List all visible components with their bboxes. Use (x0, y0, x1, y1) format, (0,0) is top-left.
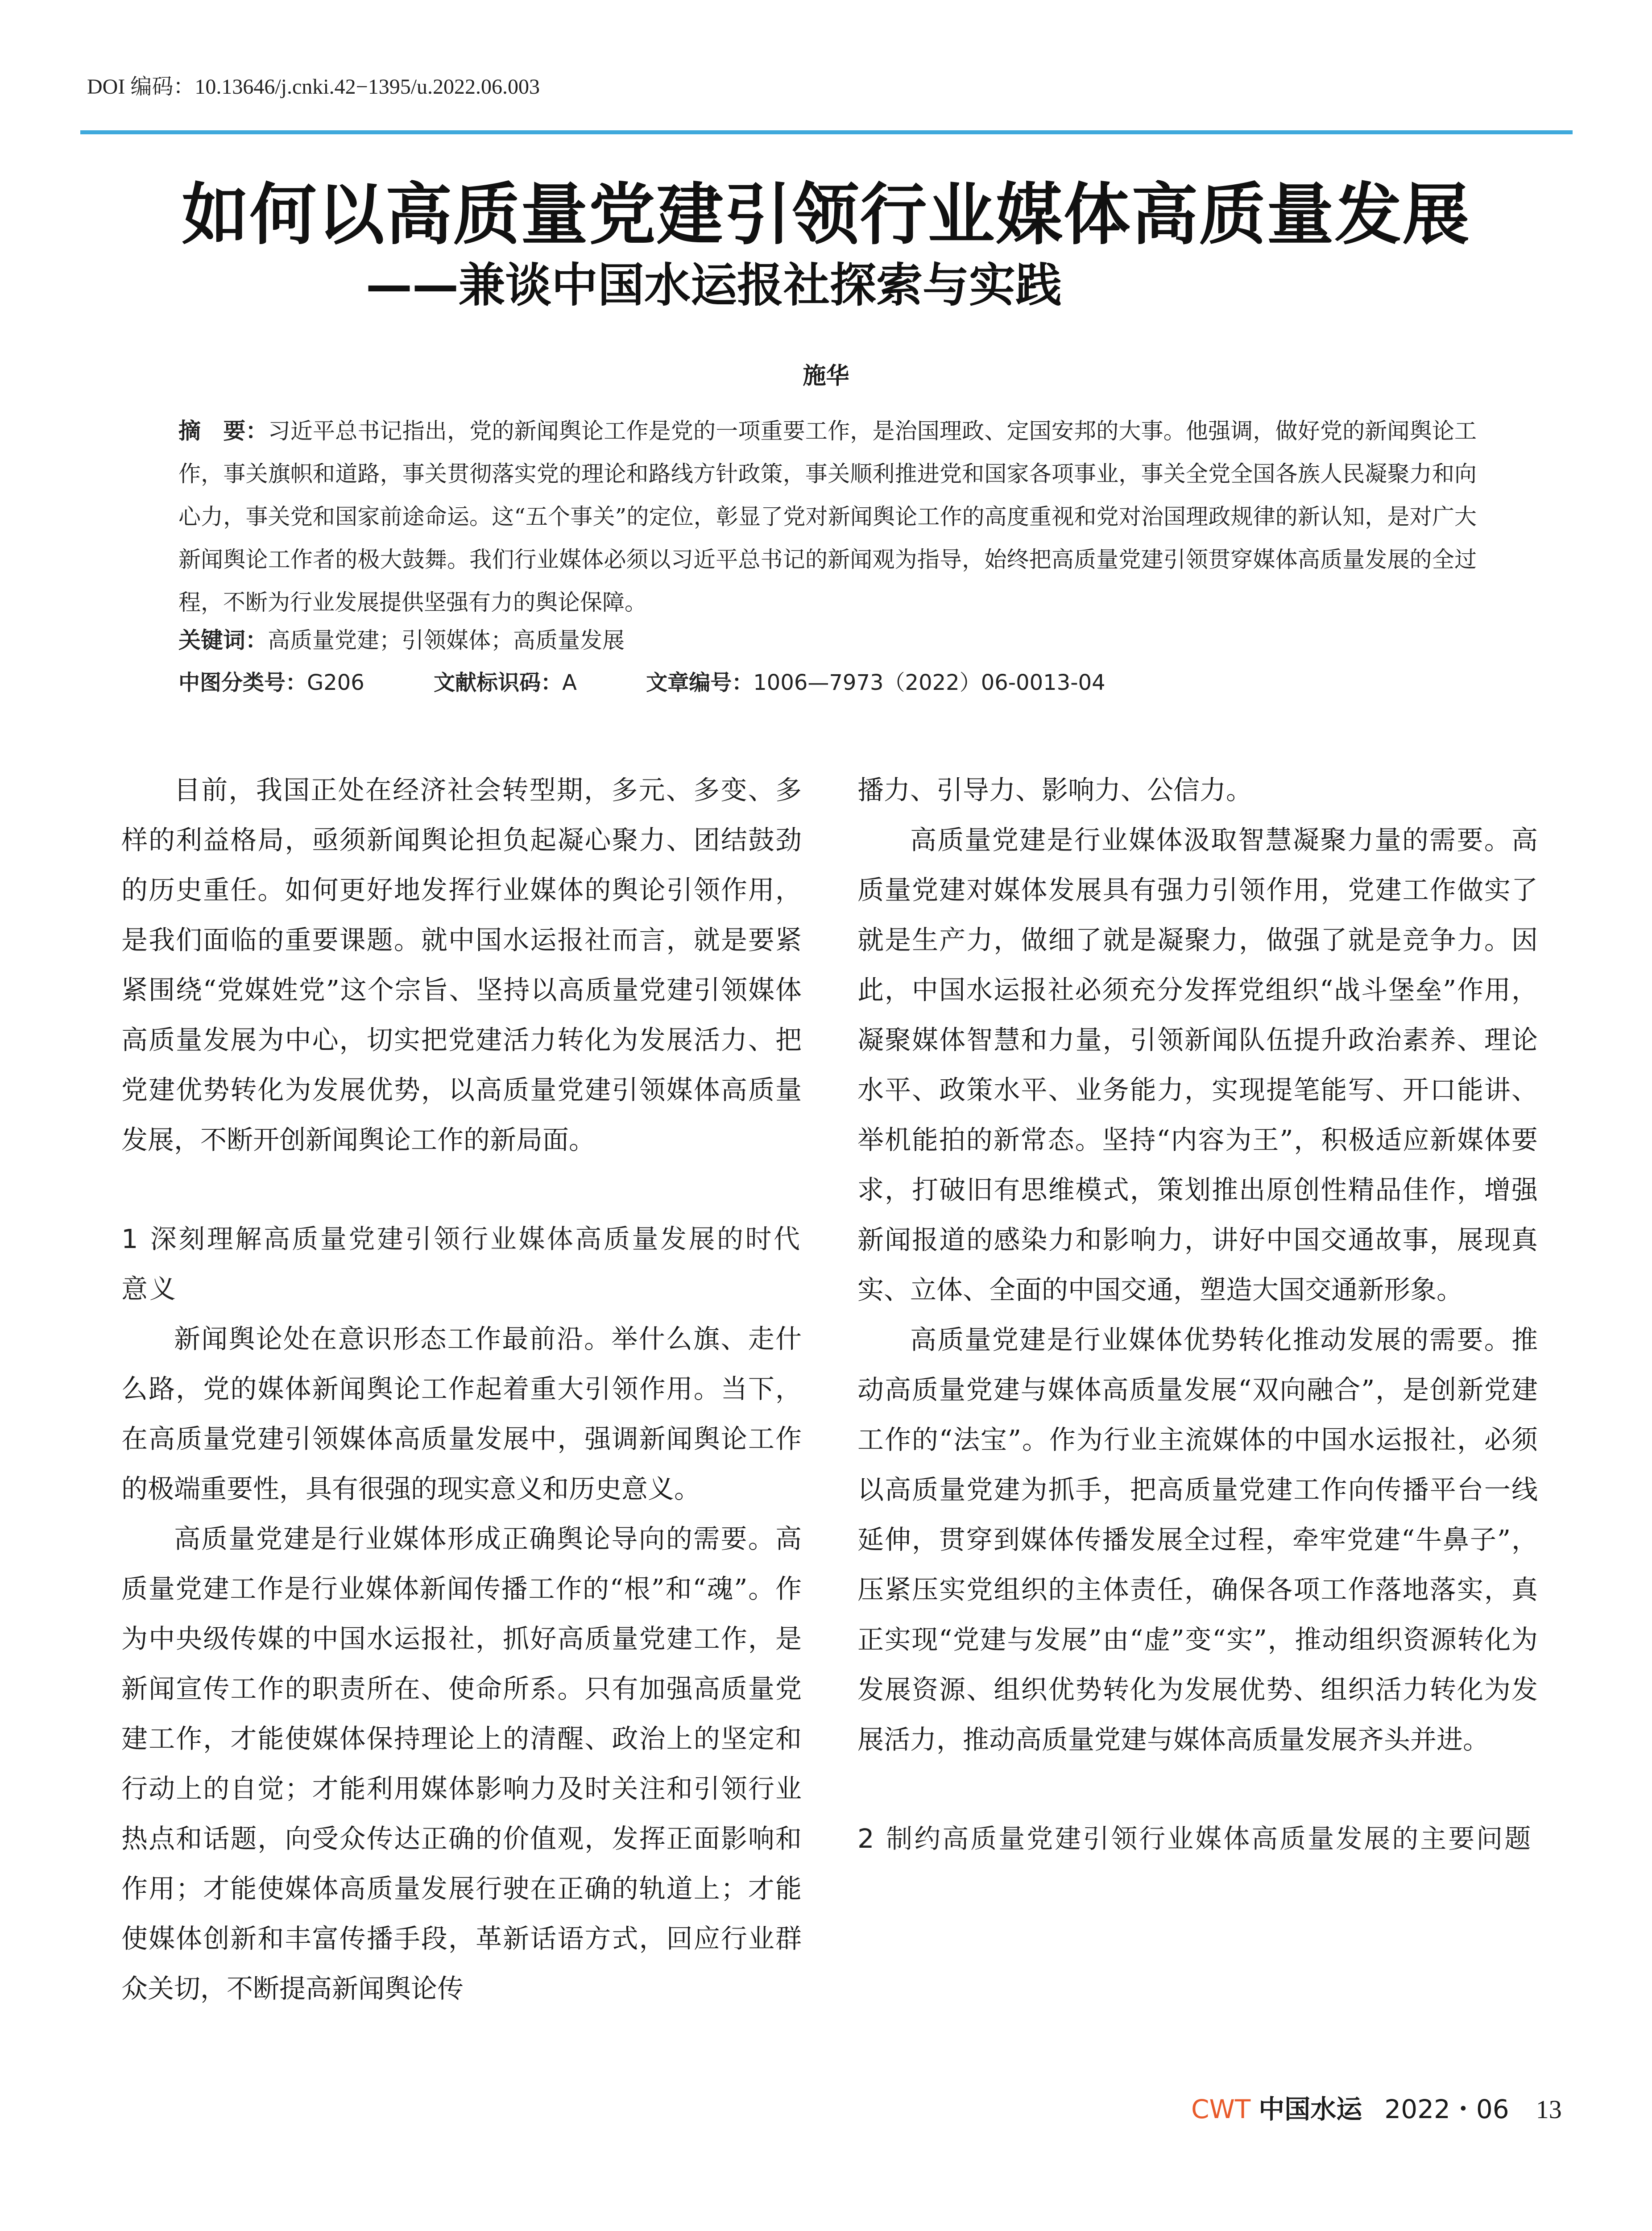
section-1-heading: 1 深刻理解高质量党建引领行业媒体高质量发展的时代意义 (121, 1223, 802, 1304)
article-subtitle: ——兼谈中国水运报社探索与实践 (366, 258, 1062, 312)
body-column-left (121, 765, 802, 2014)
author-name: 施华 (803, 363, 849, 390)
body-column-right (857, 765, 1538, 1864)
abstract-label: 摘 要： (178, 418, 268, 444)
journal-name: 中国水运 (1259, 2094, 1362, 2124)
page-footer (1191, 2088, 1562, 2126)
keywords-label: 关键词： (178, 627, 268, 653)
abstract-text: 习近平总书记指出，党的新闻舆论工作是党的一项重要工作，是治国理政、定国安邦的大事。他强调，做好党的新闻舆论工作，事关旗帜和道路，事关贯彻落实党的理论和路线方针政策，事关顺利推进党和国家各项事业，事关全党全国各族人民凝聚力和向心力，事关党和国家前途命运。这“五个事关”的定位，彰显了党对新闻舆论工作的高度重视和党对治国理政规律的新认知，是对广大新闻舆论工作者的极大鼓舞。我们行业媒体必须以习近平总书记的新闻观为指导，始终把高质量党建引领贯穿媒体高质量发展的全过程，不断为行业发展提供坚强有力的舆论保障。 (178, 418, 1477, 615)
keywords-text: 高质量党建；引领媒体；高质量发展 (268, 627, 625, 653)
article-number-value: 1006—7973（2022）06-0013-04 (753, 670, 1105, 695)
section-1-paragraph-2: 高质量党建是行业媒体形成正确舆论导向的需要。高质量党建工作是行业媒体新闻传播工作的“根”和“魂”。作为中央级传媒的中国水运报社，抓好高质量党建工作，是新闻宣传工作的职责所在、使命所系。只有加强高质量党建工作，才能使媒体保持理论上的清醒、政治上的坚定和行动上的自觉；才能利用媒体影响力及时关注和引领行业热点和话题，向受众传达正确的价值观，发挥正面影响和作用；才能使媒体高质量发展行驶在正确的轨道上；才能使媒体创新和丰富传播手段，革新话语方式，回应行业群众关切，不断提高新闻舆论传 (121, 1523, 802, 2004)
clc-value: G206 (307, 670, 364, 695)
header-divider (80, 130, 1573, 134)
doc-code (434, 670, 577, 695)
intro-paragraph: 目前，我国正处在经济社会转型期，多元、多变、多样的利益格局，亟须新闻舆论担负起凝心聚力、团结鼓劲的历史重任。如何更好地发挥行业媒体的舆论引领作用，是我们面临的重要课题。就中国水运报社而言，就是要紧紧围绕“党媒姓党”这个宗旨、坚持以高质量党建引领媒体高质量发展为中心，切实把党建活力转化为发展活力、把党建优势转化为发展优势，以高质量党建引领媒体高质量发展，不断开创新闻舆论工作的新局面。 (121, 775, 802, 1155)
clc-label: 中图分类号： (178, 670, 307, 695)
doc-label: 文献标识码： (434, 670, 563, 695)
journal-brand: CWT (1191, 2094, 1251, 2124)
section-1-paragraph-4: 高质量党建是行业媒体优势转化推动发展的需要。推动高质量党建与媒体高质量发展“双向融合”，是创新党建工作的“法宝”。作为行业主流媒体的中国水运报社，必须以高质量党建为抓手，把高质量党建工作向传播平台一线延伸，贯穿到媒体传播发展全过程，牵牢党建“牛鼻子”，压紧压实党组织的主体责任，确保各项工作落地落实，真正实现“党建与发展”由“虚”变“实”，推动组织资源转化为发展资源、组织优势转化为发展优势、组织活力转化为发展活力，推动高质量党建与媒体高质量发展齐头并进。 (857, 1324, 1538, 1755)
doc-value: A (562, 670, 577, 695)
article-number (646, 670, 1105, 695)
section-2-heading: 2 制约高质量党建引领行业媒体高质量发展的主要问题 (857, 1823, 1533, 1854)
article-title: 如何以高质量党建引领行业媒体高质量发展 (182, 175, 1470, 254)
section-1-paragraph-2-continued: 播力、引导力、影响力、公信力。 (857, 775, 1253, 805)
section-1-paragraph-1: 新闻舆论处在意识形态工作最前沿。举什么旗、走什么路，党的媒体新闻舆论工作起着重大引领作用。当下，在高质量党建引领媒体高质量发展中，强调新闻舆论工作的极端重要性，具有很强的现实意义和历史意义。 (121, 1323, 802, 1504)
section-1-paragraph-3: 高质量党建是行业媒体汲取智慧凝聚力量的需要。高质量党建对媒体发展具有强力引领作用，党建工作做实了就是生产力，做细了就是凝聚力，做强了就是竞争力。因此，中国水运报社必须充分发挥党组织“战斗堡垒”作用，凝聚媒体智慧和力量，引领新闻队伍提升政治素养、理论水平、政策水平、业务能力，实现提笔能写、开口能讲、举机能拍的新常态。坚持“内容为王”，积极适应新媒体要求，打破旧有思维模式，策划推出原创性精品佳作，增强新闻报道的感染力和影响力，讲好中国交通故事，展现真实、立体、全面的中国交通，塑造大国交通新形象。 (857, 825, 1538, 1305)
page-number: 13 (1536, 2095, 1562, 2124)
issue-number: 2022・06 (1384, 2094, 1509, 2124)
abstract (178, 410, 1477, 624)
doi-line: DOI 编码：10.13646/j.cnki.42−1395/u.2022.06.003 (87, 75, 540, 99)
clc-code (178, 670, 364, 695)
classification-meta (178, 665, 1472, 701)
article-number-label: 文章编号： (646, 670, 754, 695)
keywords (178, 622, 1472, 658)
